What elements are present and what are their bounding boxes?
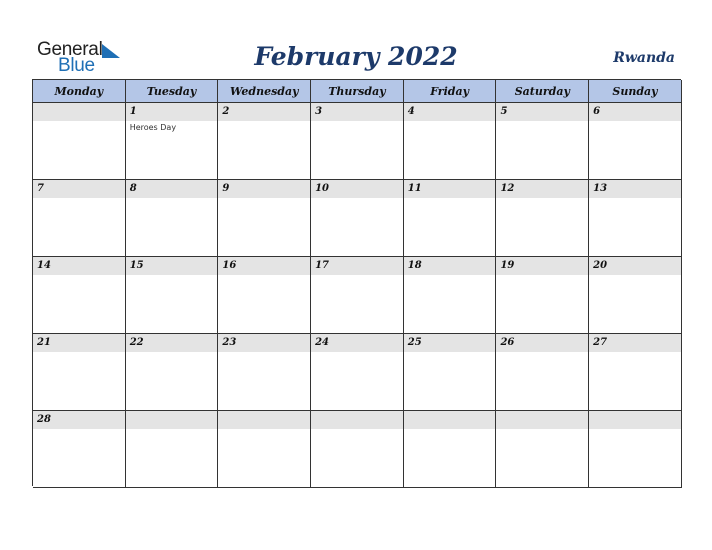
day-cell[interactable] bbox=[496, 411, 589, 488]
calendar-title: February 2022 bbox=[254, 42, 458, 71]
week-row bbox=[33, 257, 681, 334]
day-number: 23 bbox=[222, 337, 237, 348]
day-cell[interactable] bbox=[218, 257, 311, 334]
day-number: 9 bbox=[222, 183, 230, 194]
weeks-container bbox=[33, 103, 681, 488]
day-number: 6 bbox=[593, 106, 601, 117]
day-number: 8 bbox=[129, 183, 137, 194]
day-cell[interactable] bbox=[126, 257, 219, 334]
day-number: 3 bbox=[315, 106, 323, 117]
day-cell[interactable] bbox=[218, 334, 311, 411]
day-number: 24 bbox=[315, 337, 329, 348]
weekday-header: Wednesday bbox=[218, 80, 311, 103]
day-cell[interactable] bbox=[311, 334, 404, 411]
day-number: 20 bbox=[593, 260, 608, 271]
day-cell[interactable] bbox=[589, 257, 682, 334]
day-number: 25 bbox=[407, 337, 422, 348]
day-number-bar bbox=[218, 180, 310, 198]
week-row bbox=[33, 180, 681, 257]
day-cell[interactable] bbox=[311, 257, 404, 334]
day-cell[interactable] bbox=[311, 411, 404, 488]
day-number-bar bbox=[126, 411, 218, 429]
day-number-bar bbox=[311, 103, 403, 121]
logo-text-general: General bbox=[37, 39, 103, 60]
day-number: 11 bbox=[407, 183, 422, 194]
week-row bbox=[33, 411, 681, 488]
day-cell[interactable] bbox=[496, 334, 589, 411]
day-number: 22 bbox=[129, 337, 144, 348]
day-cell[interactable] bbox=[496, 103, 589, 180]
day-number-bar bbox=[496, 103, 588, 121]
day-cell[interactable] bbox=[311, 103, 404, 180]
day-number: 19 bbox=[500, 260, 515, 271]
logo-text-blue: Blue bbox=[58, 55, 95, 76]
week-row bbox=[33, 334, 681, 411]
day-number: 2 bbox=[222, 106, 230, 117]
day-number-bar bbox=[404, 411, 496, 429]
day-cell[interactable] bbox=[33, 411, 126, 488]
day-number: 18 bbox=[407, 260, 422, 271]
day-number: 7 bbox=[37, 183, 44, 194]
day-number-bar bbox=[33, 180, 125, 198]
weekday-header: Thursday bbox=[311, 80, 404, 103]
day-number: 13 bbox=[593, 183, 608, 194]
day-cell[interactable] bbox=[311, 180, 404, 257]
day-number: 17 bbox=[315, 260, 329, 271]
day-number: 5 bbox=[500, 106, 508, 117]
day-cell[interactable] bbox=[589, 334, 682, 411]
weekday-header: Saturday bbox=[496, 80, 589, 103]
day-cell[interactable] bbox=[496, 180, 589, 257]
day-number: 12 bbox=[500, 183, 515, 194]
day-number-bar bbox=[218, 411, 310, 429]
day-number-bar bbox=[589, 411, 681, 429]
country-label: Rwanda bbox=[613, 50, 675, 66]
day-cell[interactable] bbox=[218, 411, 311, 488]
day-cell[interactable] bbox=[404, 257, 497, 334]
weekday-header: Monday bbox=[33, 80, 126, 103]
day-cell[interactable] bbox=[496, 257, 589, 334]
weekday-header: Friday bbox=[404, 80, 497, 103]
day-number: 15 bbox=[129, 260, 144, 271]
day-number: 21 bbox=[37, 337, 51, 348]
day-cell[interactable] bbox=[404, 334, 497, 411]
day-cell[interactable] bbox=[126, 103, 219, 180]
day-number: 16 bbox=[222, 260, 237, 271]
day-number-bar bbox=[218, 103, 310, 121]
weekday-header: Sunday bbox=[589, 80, 682, 103]
day-cell[interactable] bbox=[589, 411, 682, 488]
day-cell[interactable] bbox=[33, 180, 126, 257]
day-cell[interactable] bbox=[33, 257, 126, 334]
day-cell[interactable] bbox=[404, 180, 497, 257]
weekday-header-row bbox=[33, 80, 681, 103]
day-cell[interactable] bbox=[404, 411, 497, 488]
day-number-bar bbox=[589, 103, 681, 121]
day-number: 26 bbox=[500, 337, 515, 348]
day-number: 28 bbox=[37, 414, 51, 425]
day-number: 4 bbox=[407, 106, 415, 117]
day-cell[interactable] bbox=[404, 103, 497, 180]
day-number: 10 bbox=[315, 183, 329, 194]
day-cell[interactable] bbox=[126, 180, 219, 257]
day-cell[interactable] bbox=[589, 180, 682, 257]
day-cell[interactable] bbox=[589, 103, 682, 180]
day-number-bar bbox=[33, 103, 125, 121]
day-cell[interactable] bbox=[33, 334, 126, 411]
day-number: 1 bbox=[129, 106, 137, 117]
day-number-bar bbox=[311, 411, 403, 429]
holiday-label: Heroes Day bbox=[129, 123, 177, 132]
day-cell[interactable] bbox=[126, 411, 219, 488]
day-number: 14 bbox=[37, 260, 51, 271]
day-cell[interactable] bbox=[33, 103, 126, 180]
day-number-bar bbox=[496, 411, 588, 429]
week-row bbox=[33, 103, 681, 180]
day-number-bar bbox=[404, 103, 496, 121]
day-cell[interactable] bbox=[126, 334, 219, 411]
day-number-bar bbox=[126, 180, 218, 198]
weekday-header: Tuesday bbox=[126, 80, 219, 103]
day-cell[interactable] bbox=[218, 180, 311, 257]
calendar-grid bbox=[32, 79, 681, 486]
day-cell[interactable] bbox=[218, 103, 311, 180]
day-number-bar bbox=[126, 103, 218, 121]
day-number: 27 bbox=[593, 337, 608, 348]
